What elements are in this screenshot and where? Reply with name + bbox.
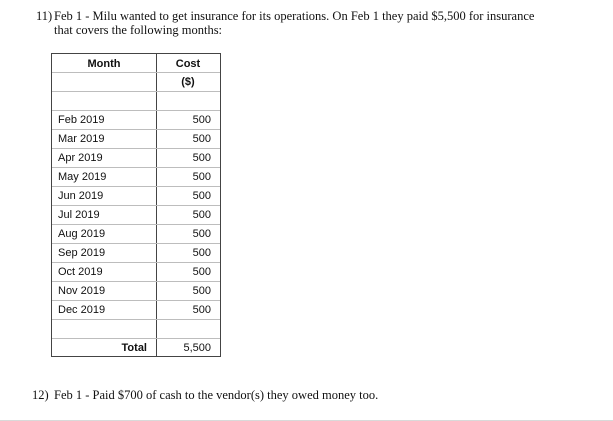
table-row (52, 282, 220, 301)
table-row (52, 206, 220, 225)
cost-cell: 500 (192, 228, 211, 240)
table-row (52, 225, 220, 244)
month-cell: Sep 2019 (58, 247, 106, 259)
month-cell: May 2019 (58, 171, 107, 183)
question-11-number: 11) (36, 9, 53, 23)
spacer-row (52, 92, 220, 111)
cost-cell: 500 (192, 285, 211, 297)
total-row (52, 339, 220, 358)
table-row (52, 130, 220, 149)
question-12-text: Feb 1 - Paid $700 of cash to the vendor(s) they owed money too. (54, 388, 379, 402)
cost-cell: 500 (192, 152, 211, 164)
month-cell: Dec 2019 (58, 304, 106, 316)
header-row (52, 54, 220, 73)
table-row (52, 244, 220, 263)
cost-cell: 500 (192, 133, 211, 145)
month-cell: Mar 2019 (58, 133, 105, 145)
month-cell: Aug 2019 (58, 228, 106, 240)
month-cell: Jun 2019 (58, 190, 104, 202)
header-cost-unit: ($) (181, 76, 195, 88)
cost-cell: 500 (192, 304, 211, 316)
table-row (52, 149, 220, 168)
cost-cell: 500 (192, 190, 211, 202)
table-row (52, 168, 220, 187)
question-11-text-line1: Feb 1 - Milu wanted to get insurance for its operations. On Feb 1 they paid $5,500 for insurance (54, 9, 535, 23)
month-cell: Jul 2019 (58, 209, 100, 221)
cost-cell: 500 (192, 171, 211, 183)
header-unit-row (52, 73, 220, 92)
cost-cell: 500 (192, 247, 211, 259)
header-month: Month (87, 58, 121, 70)
total-value: 5,500 (183, 342, 211, 354)
month-cell: Oct 2019 (58, 266, 103, 278)
table-row (52, 263, 220, 282)
question-11-text-line2: that covers the following months: (54, 23, 223, 37)
month-cell: Feb 2019 (58, 114, 105, 126)
month-cell: Nov 2019 (58, 285, 106, 297)
cost-cell: 500 (192, 266, 211, 278)
question-12-number: 12) (32, 388, 49, 402)
table-row (52, 301, 220, 320)
header-cost: Cost (175, 58, 201, 70)
total-label: Total (121, 342, 147, 354)
insurance-cost-table (51, 53, 221, 357)
spacer-row (52, 320, 220, 339)
table-row (52, 187, 220, 206)
month-cell: Apr 2019 (58, 152, 103, 164)
table-row (52, 111, 220, 130)
cost-cell: 500 (192, 114, 211, 126)
cost-cell: 500 (192, 209, 211, 221)
